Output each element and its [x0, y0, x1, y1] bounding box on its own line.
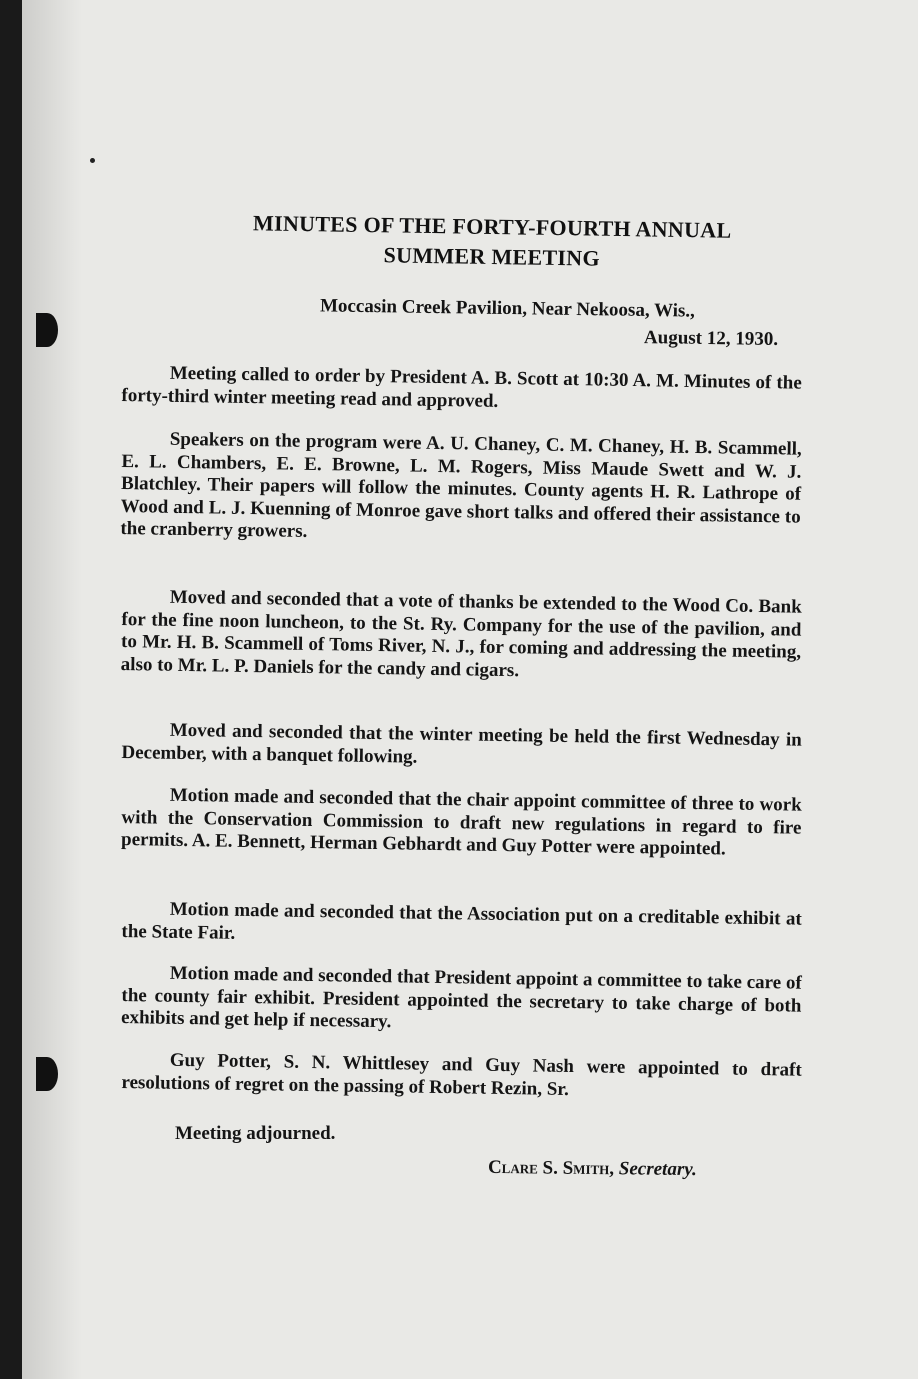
paragraph-committee: Motion made and seconded that the chair appoint committee of three to work with the Conservation Commission to draft new regulations in regard to fire permits. A. E. Bennett, Herman Gebhardt and Guy Potter were appointed. — [120, 784, 802, 860]
paragraph-vote-of-thanks: Moved and seconded that a vote of thanks be extended to the Wood Co. Bank for the fine noon luncheon, to the St. Ry. Company for the use of the pavilion, and to Mr. H. B. Scammell of Toms River, N. J., for coming and addressing the meeting, also to Mr. L. P. Daniels for the candy and cigars. — [120, 586, 802, 681]
paragraph-resolutions: Guy Potter, S. N. Whittlesey and Guy Nash were appointed to draft resolutions of regret on the passing of Robert Rezin, Sr. — [121, 1049, 802, 1100]
signature-name: Clare S. Smith, — [487, 1156, 615, 1180]
title-line-2: SUMMER MEETING — [383, 242, 601, 271]
meeting-place: Moccasin Creek Pavilion, Near Nekoosa, Wis., — [319, 295, 696, 322]
title-line-1: MINUTES OF THE FORTY-FOURTH ANNUAL — [252, 210, 732, 243]
paragraph-county-fair: Motion made and seconded that President appoint a committee to take care of the county fair exhibit. President appointed the secretary to take charge of both exhibits and get help if necessary. — [120, 962, 802, 1033]
signature-title: Secretary. — [618, 1158, 697, 1181]
document-page — [22, 0, 918, 1379]
binding-hole-top — [36, 313, 58, 347]
paragraph-state-fair: Motion made and seconded that the Association put on a creditable exhibit at the State Fair. — [121, 898, 802, 944]
document-title — [182, 207, 803, 277]
paragraph-speakers: Speakers on the program were A. U. Chaney, C. M. Chaney, H. B. Scammell, E. L. Chambers, E. E. Browne, L. M. Rogers, Miss Maude Swett and W. J. Blatchley. Their papers will follow the minutes. County agents H. R. Lathrope of Wood and L. J. Kuenning of Monroe gave short talks and offered their assistance to the cranberry growers. — [120, 428, 802, 542]
signature-block — [488, 1157, 697, 1181]
paragraph-winter-meeting: Moved and seconded that the winter meeting be held the first Wednesday in December, with a banquet following. — [121, 719, 802, 768]
ink-speck — [90, 158, 95, 163]
binding-hole-bottom — [36, 1057, 58, 1091]
paragraph-call-to-order: Meeting called to order by President A. B. Scott at 10:30 A. M. Minutes of the forty-third winter meeting read and approved. — [121, 362, 802, 412]
closing-line: Meeting adjourned. — [175, 1123, 336, 1144]
meeting-date: August 12, 1930. — [643, 327, 779, 350]
